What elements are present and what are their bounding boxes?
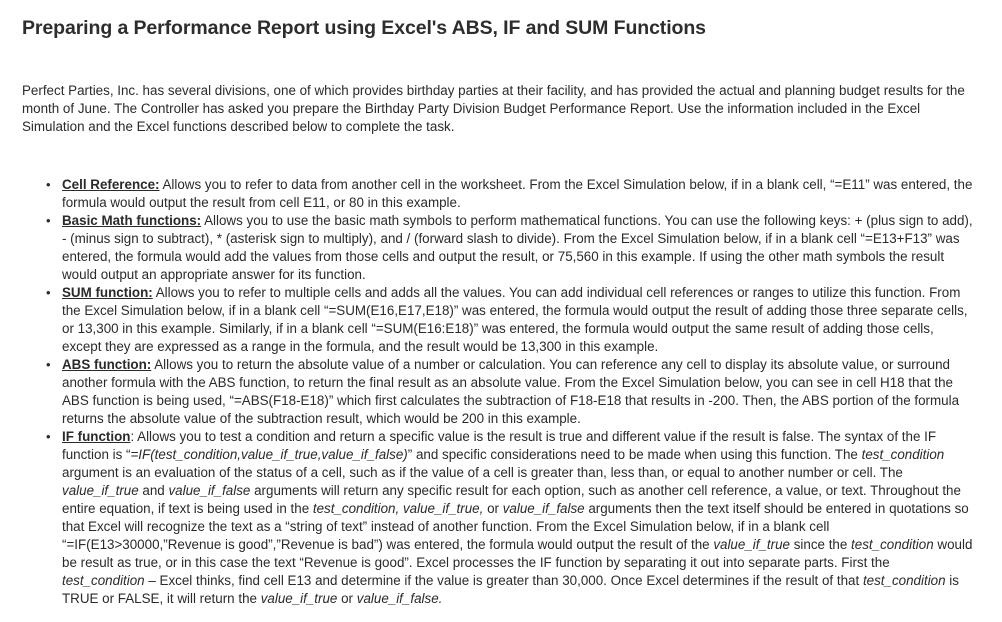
description-text: – Excel thinks, find cell E13 and determine if the value is greater than 30,000. Once Excel determines if the result of that (144, 573, 863, 588)
description-cell-reference: Allows you to refer to data from another cell in the worksheet. From the Excel Simulation below, if in a blank cell, “=E11” was entered, the formula would output the result from cell E11, or 80 in this example. (62, 177, 973, 210)
italic-term: value_if_true (62, 483, 139, 498)
italic-term: value_if_true (713, 537, 790, 552)
description-text: arguments will return any specific result for each option, such as another cell reference, a value, or text. Throughout the entire equation, if text is being used in the (62, 483, 961, 516)
italic-term: value_if_false (502, 501, 585, 516)
term-basic-math: Basic Math functions: (62, 213, 202, 228)
description-text: : Allows you to test a condition and return a specific value is the result is true and different value if the result is false. The syntax of the IF function is “ (62, 429, 937, 462)
description-text: is TRUE or FALSE, it will return the (62, 573, 959, 606)
intro-paragraph: Perfect Parties, Inc. has several divisions, one of which provides birthday parties at their facility, and has provided the actual and planning budget results for the month of June. The Controller has asked you prepare the Birthday Party Division Budget Performance Report. Use the information included in the Excel Simulation and the Excel functions described below to complete the task. (22, 83, 965, 134)
italic-term: test_condition (861, 447, 945, 462)
italic-term: test_condition (851, 537, 934, 552)
list-item-basic-math (62, 212, 974, 284)
description-sum-function: Allows you to refer to multiple cells and adds all the values. You can add individual cell references or ranges to utilize this function. From the Excel Simulation below, if in a blank cell “=SUM(E16,E17,E18)” was entered, the formula would output the result of adding those three separate cells, or 13,300 in this example. Similarly, if in a blank cell “=SUM(E16:E18)” was entered, the formula would output the same result of adding those cells, except they are expressed as a range in the formula, and the result would be 13,300 in this example. (62, 285, 968, 354)
description-basic-math: Allows you to use the basic math symbols to perform mathematical functions. You can use the following keys: + (plus sign to add), - (minus sign to subtract), * (asterisk sign to multiply), and / (forward slash to divide). From the Excel Simulation below, if in a blank cell “=E13+F13” was entered, the formula would add the values from those cells and output the result, or 75,560 in this example. If using the other math symbols the result would output an appropriate answer for its function. (62, 213, 973, 282)
term-cell-reference: Cell Reference: (62, 177, 160, 192)
list-item-sum-function (62, 284, 974, 356)
description-text: since the (790, 537, 852, 552)
function-list (22, 176, 974, 608)
italic-term: value_if_false. (356, 591, 443, 606)
description-text: ” and specific considerations need to be made when using this function. The (407, 447, 862, 462)
italic-term: test_condition, value_if_true, (312, 501, 484, 516)
italic-term: =IF(test_condition,value_if_true,value_if_false) (130, 447, 408, 462)
term-sum-function: SUM function: (62, 285, 153, 300)
description-text: would be result as true, or in this case the text “Revenue is good”. Excel processes the IF function by separating it out into separate parts. First the (62, 537, 973, 570)
page-title: Preparing a Performance Report using Excel's ABS, IF and SUM Functions (22, 17, 706, 39)
list-item-cell-reference (62, 176, 974, 212)
term-abs-function: ABS function: (62, 357, 152, 372)
italic-term: value_if_false (168, 483, 251, 498)
italic-term: test_condition (62, 573, 145, 588)
description-text: argument is an evaluation of the status of a cell, such as if the value of a cell is greater than, less than, or equal to another number or cell. The (62, 465, 903, 480)
description-text: or (483, 501, 503, 516)
description-if-function (62, 429, 972, 606)
term-if-function: IF function (62, 429, 131, 444)
description-abs-function: Allows you to return the absolute value of a number or calculation. You can reference any cell to display its absolute value, or surround another formula with the ABS function, to return the final result as an absolute value. From the Excel Simulation below, you can see in cell H18 that the ABS function is being used, “=ABS(F18-E18)” which first calculates the subtraction of F18-E18 that results in -200. Then, the ABS portion of the formula returns the absolute value of the subtraction result, which would be 200 in this example. (62, 357, 960, 426)
description-text: or (337, 591, 357, 606)
italic-term: value_if_true (260, 591, 338, 606)
list-item-abs-function (62, 356, 974, 428)
list-item-if-function (62, 428, 974, 608)
description-text: arguments then the text itself should be entered in quotations so that Excel will recognize the text as a “string of text” instead of another function. From the Excel Simulation below, if in a blank cell “=IF(E13>30000,”Revenue is good”,”Revenue is bad”) was entered, the formula would output the result of the (62, 501, 969, 552)
description-text: and (138, 483, 169, 498)
italic-term: test_condition (862, 573, 946, 588)
